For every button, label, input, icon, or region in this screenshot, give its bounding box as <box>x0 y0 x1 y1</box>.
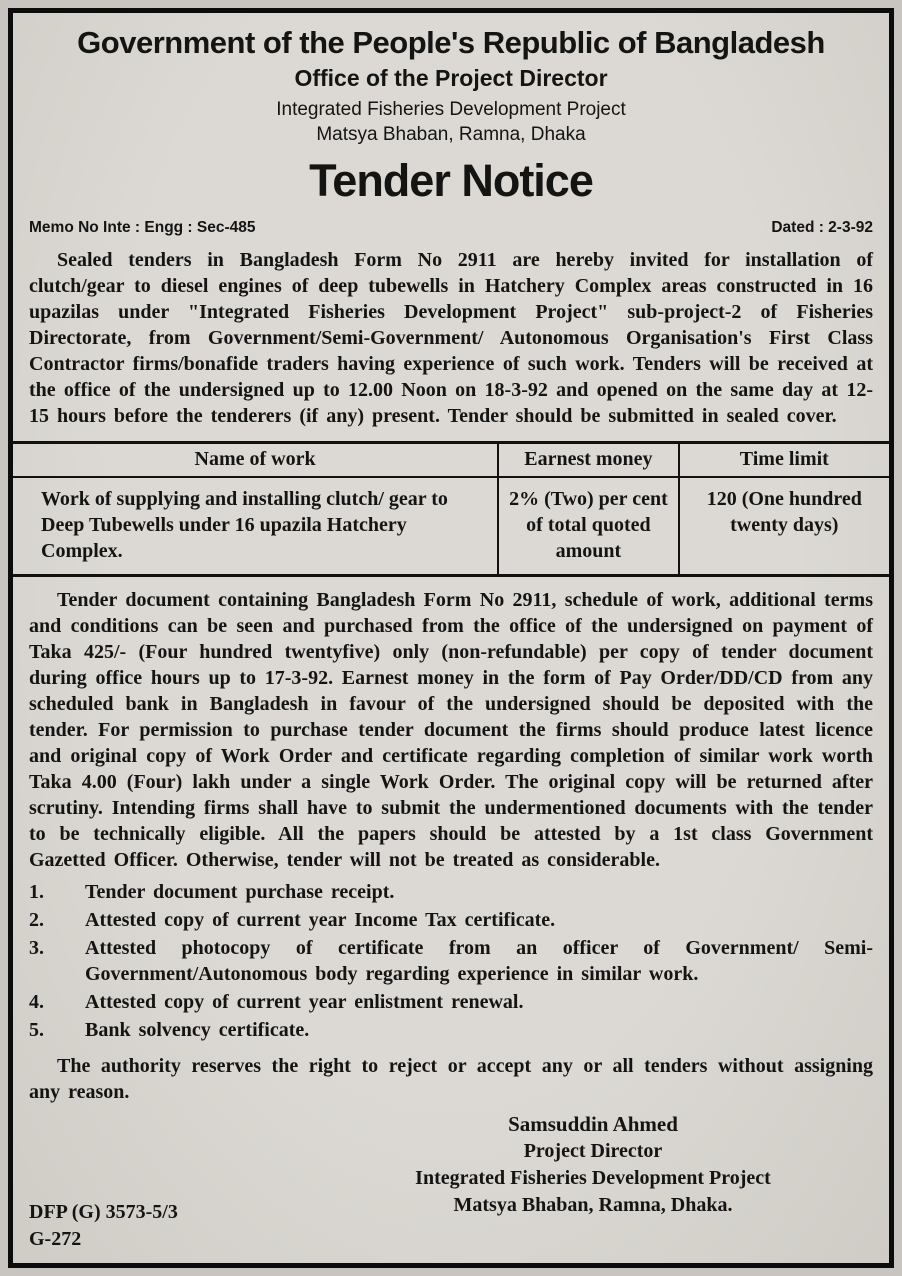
table-cell-earnest-money: 2% (Two) per cent of total quoted amount <box>499 478 679 574</box>
table-header-earnest-money: Earnest money <box>499 444 679 478</box>
list-item <box>29 907 873 933</box>
table-header-time-limit: Time limit <box>680 444 889 478</box>
list-item <box>29 935 873 987</box>
signatory-org: Integrated Fisheries Development Project <box>415 1167 771 1189</box>
list-item <box>29 989 873 1015</box>
terms-paragraph: Tender document containing Bangladesh Form No 2911, schedule of work, additional terms and conditions can be seen and purchased from the office of the undersigned on payment of Taka 425/- (Four hundred twentyfive) only (non-refundable) per copy of tender document during office hours up to 17-3-92. Earnest money in the form of Pay Order/DD/CD from any scheduled bank in Bangladesh in favour of the undersigned should be deposited with the tender. For permission to purchase tender document the firms should produce latest licence and original copy of Work Order and certificate regarding completion of similar work worth Taka 4.00 (Four) lakh under a single Work Order. The original copy will be returned after scrutiny. Intending firms shall have to submit the undermentioned documents with the tender to be technically eligible. All the papers should be attested by a 1st class Government Gazetted Officer. Otherwise, tender will not be treated as considerable. <box>29 589 873 871</box>
notice-header <box>13 13 889 207</box>
list-item-number: 1. <box>29 881 44 903</box>
list-item-number: 2. <box>29 909 44 931</box>
list-item-text: Attested copy of current year Income Tax certificate. <box>85 909 556 931</box>
signatory-name: Samsuddin Ahmed <box>508 1112 678 1136</box>
tender-table <box>13 441 889 577</box>
signatory-title: Project Director <box>523 1140 663 1162</box>
required-documents-list <box>13 877 889 1043</box>
list-item-number: 5. <box>29 1019 44 1041</box>
memo-number: Memo No Inte : Engg : Sec-485 <box>29 219 256 236</box>
list-item-text: Attested copy of current year enlistment renewal. <box>85 991 524 1013</box>
list-item-number: 3. <box>29 937 44 959</box>
signatory-address: Matsya Bhaban, Ramna, Dhaka. <box>453 1194 733 1216</box>
project-name: Integrated Fisheries Development Project <box>276 99 626 120</box>
notice-title: Tender Notice <box>309 155 593 206</box>
g-reference: G-272 <box>29 1228 82 1250</box>
list-item-text: Attested photocopy of certificate from an officer of Government/ Semi-Government/Autonomous body regarding experience in similar work. <box>85 937 873 985</box>
list-item <box>29 1017 873 1043</box>
list-item-number: 4. <box>29 991 44 1013</box>
office-title: Office of the Project Director <box>294 65 608 91</box>
table-header-name-of-work: Name of work <box>13 444 499 478</box>
table-cell-name-of-work: Work of supplying and installing clutch/ gear to Deep Tubewells under 16 upazila Hatchery Complex. <box>13 478 499 574</box>
signature-footer-row <box>13 1105 889 1263</box>
closing-paragraph: The authority reserves the right to reject or accept any or all tenders without assigning any reason. <box>29 1055 873 1103</box>
list-item <box>29 879 873 905</box>
page-border <box>8 8 894 1268</box>
office-address: Matsya Bhaban, Ramna, Dhaka <box>316 124 586 145</box>
signature-block <box>313 1107 873 1253</box>
government-title: Government of the People's Republic of Bangladesh <box>77 25 825 60</box>
list-item-text: Bank solvency certificate. <box>85 1019 310 1041</box>
list-item-text: Tender document purchase receipt. <box>85 881 395 903</box>
dfp-reference: DFP (G) 3573-5/3 <box>29 1201 178 1223</box>
memo-date: Dated : 2-3-92 <box>771 219 873 236</box>
intro-paragraph: Sealed tenders in Bangladesh Form No 2911 are hereby invited for installation of clutch/gear to diesel engines of deep tubewells in Hatchery Complex areas constructed in 16 upazilas under "Integrated Fisheries Development Project" sub-project-2 of Fisheries Directorate, from Government/Semi-Government/ Autonomous Organisation's First Class Contractor firms/bonafide traders having experience of such work. Tenders will be received at the office of the undersigned up to 12.00 Noon on 18-3-92 and opened on the same day at 12-15 hours before the tenderers (if any) present. Tender should be submitted in sealed cover. <box>29 249 873 427</box>
table-cell-time-limit: 120 (One hundred twenty days) <box>706 488 862 536</box>
footer-references <box>29 1199 178 1253</box>
memo-row <box>13 219 889 237</box>
